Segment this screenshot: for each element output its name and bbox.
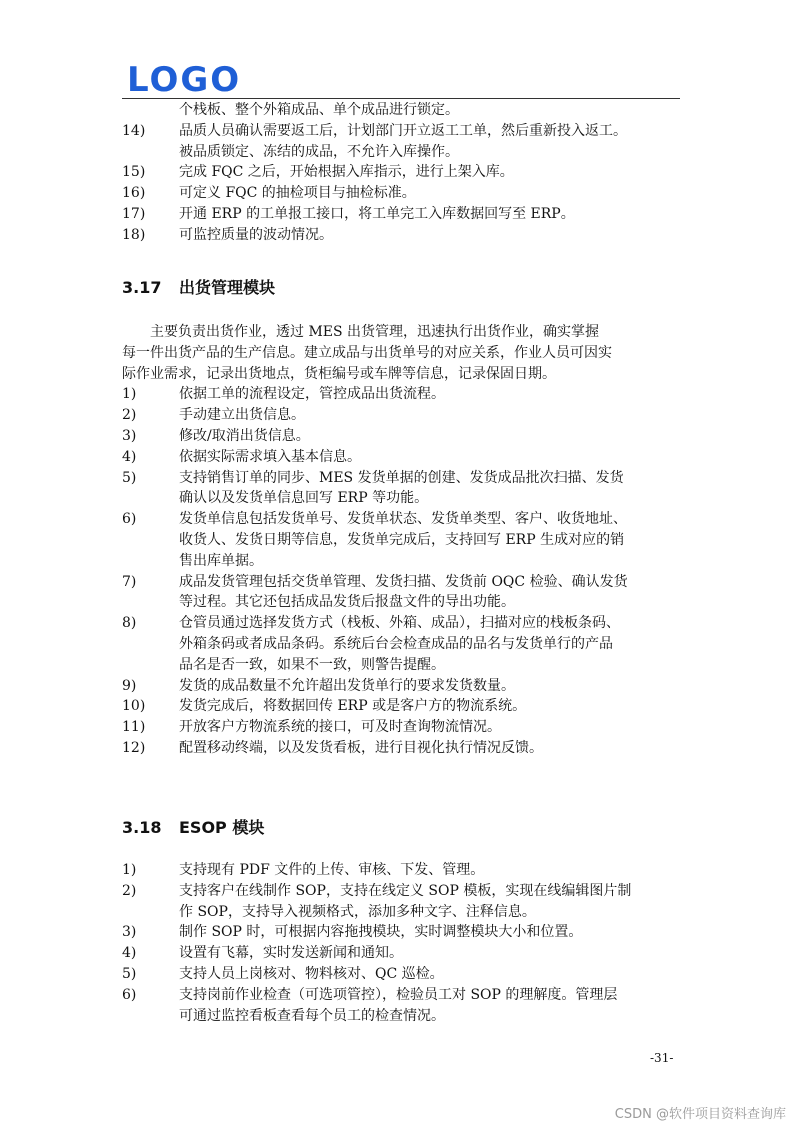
- list-item: [122, 225, 682, 246]
- list-item: [122, 592, 682, 613]
- list-item-text: 品质人员确认需要返工后，计划部门开立返工工单，然后重新投入返工。: [179, 122, 627, 139]
- list-item-number: [122, 902, 179, 923]
- section-3-17-body: [122, 322, 682, 759]
- list-item: [122, 902, 682, 923]
- list-item-number: [122, 488, 179, 509]
- list-item-text: 被品质锁定、冻结的成品，不允许入库操作。: [179, 143, 459, 160]
- list-item-text: 收货人、发货日期等信息，发货单完成后，支持回写 ERP 生成对应的销: [179, 531, 625, 548]
- list-item-number: [122, 634, 179, 655]
- list-item-number: 18): [122, 226, 146, 243]
- list-item-text: 支持人员上岗核对、物料核对、QC 巡检。: [179, 965, 444, 982]
- list-item-number: 5): [122, 965, 137, 982]
- list-item-text: 依据工单的流程设定，管控成品出货流程。: [179, 386, 445, 403]
- list-item-number: 1): [122, 386, 137, 403]
- list-item-text: 支持岗前作业检查（可选项管控），检验员工对 SOP 的理解度。管理层: [179, 986, 618, 1003]
- list-item: [122, 572, 682, 593]
- list-item-text: 制作 SOP 时，可根据内容拖拽模块，实时调整模块大小和位置。: [179, 924, 583, 941]
- list-item: [122, 405, 682, 426]
- list-item-text: 可定义 FQC 的抽检项目与抽检标准。: [179, 185, 416, 202]
- list-item-text: 可通过监控看板查看每个员工的检查情况。: [179, 1007, 445, 1024]
- header-rule: [122, 98, 680, 99]
- section-3-18-list: [122, 860, 682, 1026]
- list-item: [122, 509, 682, 530]
- list-item-text: 可监控质量的波动情况。: [179, 226, 333, 243]
- list-item: [122, 530, 682, 551]
- intro-line: 每一件出货产品的生产信息。建立成品与出货单号的对应关系，作业人员可因实: [122, 344, 612, 361]
- list-item-text: 发货完成后，将数据回传 ERP 或是客户方的物流系统。: [179, 698, 527, 715]
- section-intro: [122, 322, 682, 384]
- list-item: [122, 183, 682, 204]
- section-3-17-list: [122, 384, 682, 758]
- list-item-number: 14): [122, 122, 146, 139]
- list-item: [122, 881, 682, 902]
- list-item-text: 发货单信息包括发货单号、发货单状态、发货单类型、客户、收货地址、: [179, 511, 627, 528]
- list-item-text: 开通 ERP 的工单报工接口，将工单完工入库数据回写至 ERP。: [179, 205, 575, 222]
- list-item-number: 16): [122, 185, 146, 202]
- list-item-number: 5): [122, 469, 137, 486]
- list-item-number: 6): [122, 511, 137, 528]
- list-item-number: [122, 551, 179, 572]
- list-item-number: 17): [122, 205, 146, 222]
- section-3-18-body: [122, 860, 682, 1026]
- list-item-text: 仓管员通过选择发货方式（栈板、外箱、成品），扫描对应的栈板条码、: [179, 615, 620, 632]
- list-continuation: 个栈板、整个外箱成品、单个成品进行锁定。: [179, 102, 459, 118]
- list-item-number: 7): [122, 573, 137, 590]
- list-item-number: 6): [122, 986, 137, 1003]
- list-item-text: 外箱条码或者成品条码。系统后台会检查成品的品名与发货单行的产品: [179, 635, 613, 652]
- list-item-text: 作 SOP，支持导入视频格式，添加多种文字、注释信息。: [179, 903, 536, 920]
- list-item-text: 支持销售订单的同步、MES 发货单据的创建、发货成品批次扫描、发货: [179, 469, 624, 486]
- list-item-text: 设置有飞幕，实时发送新闻和通知。: [179, 945, 403, 962]
- list-item-number: 1): [122, 862, 137, 878]
- list-item: [122, 655, 682, 676]
- list-item-text: 依据实际需求填入基本信息。: [179, 448, 361, 465]
- list-item: [122, 985, 682, 1006]
- list-item: [122, 613, 682, 634]
- list-item: [122, 943, 682, 964]
- list-item-text: 开放客户方物流系统的接口，可及时查询物流情况。: [179, 719, 501, 736]
- list-item-number: [122, 1006, 179, 1027]
- watermark: CSDN @软件项目资料查询库: [614, 1107, 786, 1122]
- list-item-number: 8): [122, 615, 137, 632]
- list-item-number: 12): [122, 739, 146, 756]
- list-item: [122, 204, 682, 225]
- intro-line: 际作业需求，记录出货地点，货柜编号或车牌等信息，记录保固日期。: [122, 365, 556, 382]
- list-item: [122, 634, 682, 655]
- list-item: [122, 447, 682, 468]
- list-item-text: 修改/取消出货信息。: [179, 427, 310, 444]
- list-item: [122, 468, 682, 489]
- list-item-number: 2): [122, 882, 137, 899]
- section-3-17-heading: [122, 275, 275, 298]
- list-item-number: 9): [122, 677, 137, 694]
- list-item: [122, 676, 682, 697]
- list-item-text: 支持客户在线制作 SOP，支持在线定义 SOP 模板，实现在线编辑图片制: [179, 882, 632, 899]
- list-item: [122, 964, 682, 985]
- list-item-text: 售出库单据。: [179, 552, 263, 569]
- section-title: ESOP 模块: [179, 818, 265, 837]
- section-3-18-heading: [122, 815, 264, 838]
- list-item-number: 4): [122, 448, 137, 465]
- list-item-number: [122, 530, 179, 551]
- list-item: [122, 738, 682, 759]
- list-item: [122, 551, 682, 572]
- list-item: [122, 426, 682, 447]
- list-item: [122, 922, 682, 943]
- list-item: [122, 121, 682, 142]
- list-item-number: 10): [122, 698, 146, 715]
- list-item-number: [122, 592, 179, 613]
- list-item-number: 15): [122, 164, 146, 181]
- top-list: [122, 100, 682, 246]
- list-item: [122, 696, 682, 717]
- section-title: 出货管理模块: [179, 278, 276, 297]
- section-number: 3.17: [122, 278, 162, 297]
- list-item-number: 2): [122, 407, 137, 424]
- list-item-number: 3): [122, 427, 137, 444]
- list-item: [122, 488, 682, 509]
- list-item-text: 确认以及发货单信息回写 ERP 等功能。: [179, 490, 429, 507]
- list-item-number: 4): [122, 945, 137, 962]
- company-logo: LOGO: [127, 60, 242, 100]
- list-item: [122, 1006, 682, 1027]
- page-number: -31-: [650, 1051, 674, 1065]
- list-item-text: 品名是否一致，如果不一致，则警告提醒。: [179, 656, 445, 673]
- intro-line: 主要负责出货作业，透过 MES 出货管理，迅速执行出货作业，确实掌握: [150, 324, 600, 340]
- list-item-text: 完成 FQC 之后，开始根据入库指示，进行上架入库。: [179, 164, 514, 181]
- list-item: [122, 142, 682, 163]
- list-item-text: 发货的成品数量不允许超出发货单行的要求发货数量。: [179, 677, 515, 694]
- list-item: [122, 162, 682, 183]
- list-item-text: 手动建立出货信息。: [179, 407, 305, 424]
- section-number: 3.18: [122, 818, 162, 837]
- top-list-items: [122, 121, 682, 246]
- list-item: [122, 860, 682, 881]
- list-item-text: 等过程。其它还包括成品发货后报盘文件的导出功能。: [179, 594, 515, 611]
- list-item-text: 支持现有 PDF 文件的上传、审核、下发、管理。: [179, 862, 485, 878]
- list-item-number: 3): [122, 924, 137, 941]
- list-item-number: [122, 142, 179, 163]
- list-item: [122, 717, 682, 738]
- list-item-text: 配置移动终端，以及发货看板，进行目视化执行情况反馈。: [179, 739, 543, 756]
- list-item-text: 成品发货管理包括交货单管理、发货扫描、发货前 OQC 检验、确认发货: [179, 573, 628, 590]
- list-item: [122, 384, 682, 405]
- list-item-number: [122, 655, 179, 676]
- list-item-number: 11): [122, 719, 146, 736]
